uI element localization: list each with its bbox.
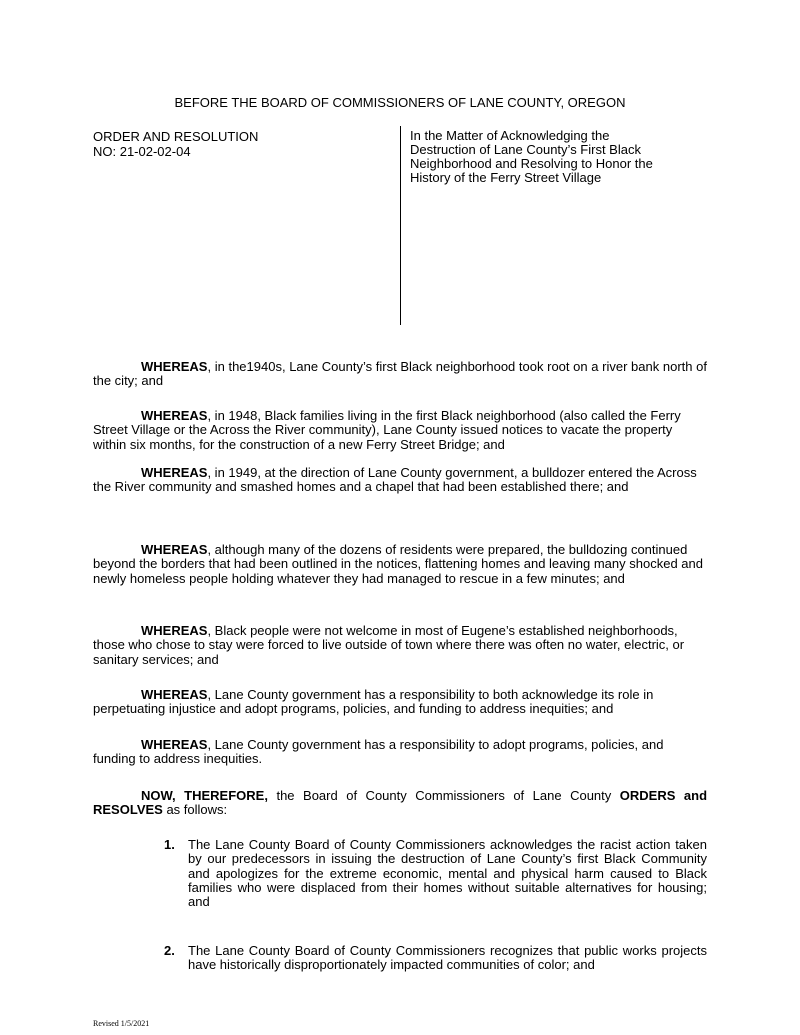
item-number: 2.: [164, 943, 175, 958]
header-divider: [400, 126, 401, 325]
paragraph-text: , in 1948, Black families living in the first Black neighborhood (also called the Ferry Street Village or the Across the River community), Lane County issued notices to vacate the property within six months, for the construction of a new Ferry Street Bridge; and: [93, 408, 681, 452]
matter-line-2: Destruction of Lane County’s First Black: [410, 142, 641, 157]
paragraph-text: , in 1949, at the direction of Lane County government, a bulldozer entered the Across the River community and smashed homes and a chapel that had been established there; and: [93, 465, 697, 495]
matter-line-3: Neighborhood and Resolving to Honor the: [410, 156, 653, 171]
whereas-paragraph-4: [93, 543, 707, 586]
whereas-paragraph-6: [93, 688, 707, 717]
whereas-paragraph-5: [93, 624, 707, 667]
whereas-paragraph-1: [93, 360, 707, 389]
therefore-paragraph: [93, 789, 707, 818]
paragraph-text: , in the1940s, Lane County’s first Black neighborhood took root on a river bank north of the city; and: [93, 359, 707, 389]
whereas-paragraph-2: [93, 409, 707, 452]
whereas-label: WHEREAS: [141, 408, 208, 423]
whereas-label: WHEREAS: [141, 359, 208, 374]
item-text: The Lane County Board of County Commissioners acknowledges the racist action taken by our predecessors in issuing the destruction of Lane County’s first Black Community and apologizes for the extreme economic, mental and physical harm caused to Black families who were displaced from their homes without suitable alternatives for housing; and: [188, 837, 707, 910]
whereas-label: WHEREAS: [141, 542, 208, 557]
order-label: ORDER AND RESOLUTION: [93, 129, 259, 144]
item-text: The Lane County Board of County Commissioners recognizes that public works projects have historically disproportionately impacted communities of color; and: [188, 943, 707, 973]
whereas-label: WHEREAS: [141, 687, 208, 702]
paragraph-text: , Lane County government has a responsibility to both acknowledge its role in perpetuating injustice and adopt programs, policies, and funding to address inequities; and: [93, 687, 654, 717]
whereas-label: WHEREAS: [141, 737, 208, 752]
therefore-lead: NOW, THEREFORE,: [141, 788, 268, 803]
paragraph-text: , although many of the dozens of residents were prepared, the bulldozing continued beyond the borders that had been outlined in the notices, flattening homes and leaving many shocked and newly homeless people holding whatever they had managed to rescue in a few minutes; and: [93, 542, 703, 586]
therefore-middle: the Board of County Commissioners of Lane County: [267, 788, 620, 803]
matter-line-1: In the Matter of Acknowledging the: [410, 128, 610, 143]
matter-caption: [410, 129, 710, 185]
matter-line-4: History of the Ferry Street Village: [410, 170, 602, 185]
whereas-paragraph-3: [93, 466, 707, 495]
whereas-label: WHEREAS: [141, 623, 208, 638]
paragraph-text: , Black people were not welcome in most of Eugene’s established neighborhoods, those who chose to stay were forced to live outside of town where there was often no water, electric, or sanitary services; and: [93, 623, 685, 667]
document-title: BEFORE THE BOARD OF COMMISSIONERS OF LANE COUNTY, OREGON: [174, 95, 626, 110]
whereas-paragraph-7: [93, 738, 707, 767]
resolution-item-2: [164, 944, 707, 973]
orders-and-resolves: ORDERS and RESOLVES: [93, 788, 708, 818]
therefore-tail: as follows:: [162, 802, 228, 818]
order-number: NO: 21-02-02-04: [93, 144, 191, 159]
item-number: 1.: [164, 837, 175, 852]
revision-date: Revised 1/5/2021: [93, 1019, 150, 1028]
resolution-item-1: [164, 838, 707, 909]
whereas-label: WHEREAS: [141, 465, 208, 480]
order-number-block: [93, 129, 393, 159]
paragraph-text: , Lane County government has a responsibility to adopt programs, policies, and funding to address inequities.: [93, 737, 664, 767]
